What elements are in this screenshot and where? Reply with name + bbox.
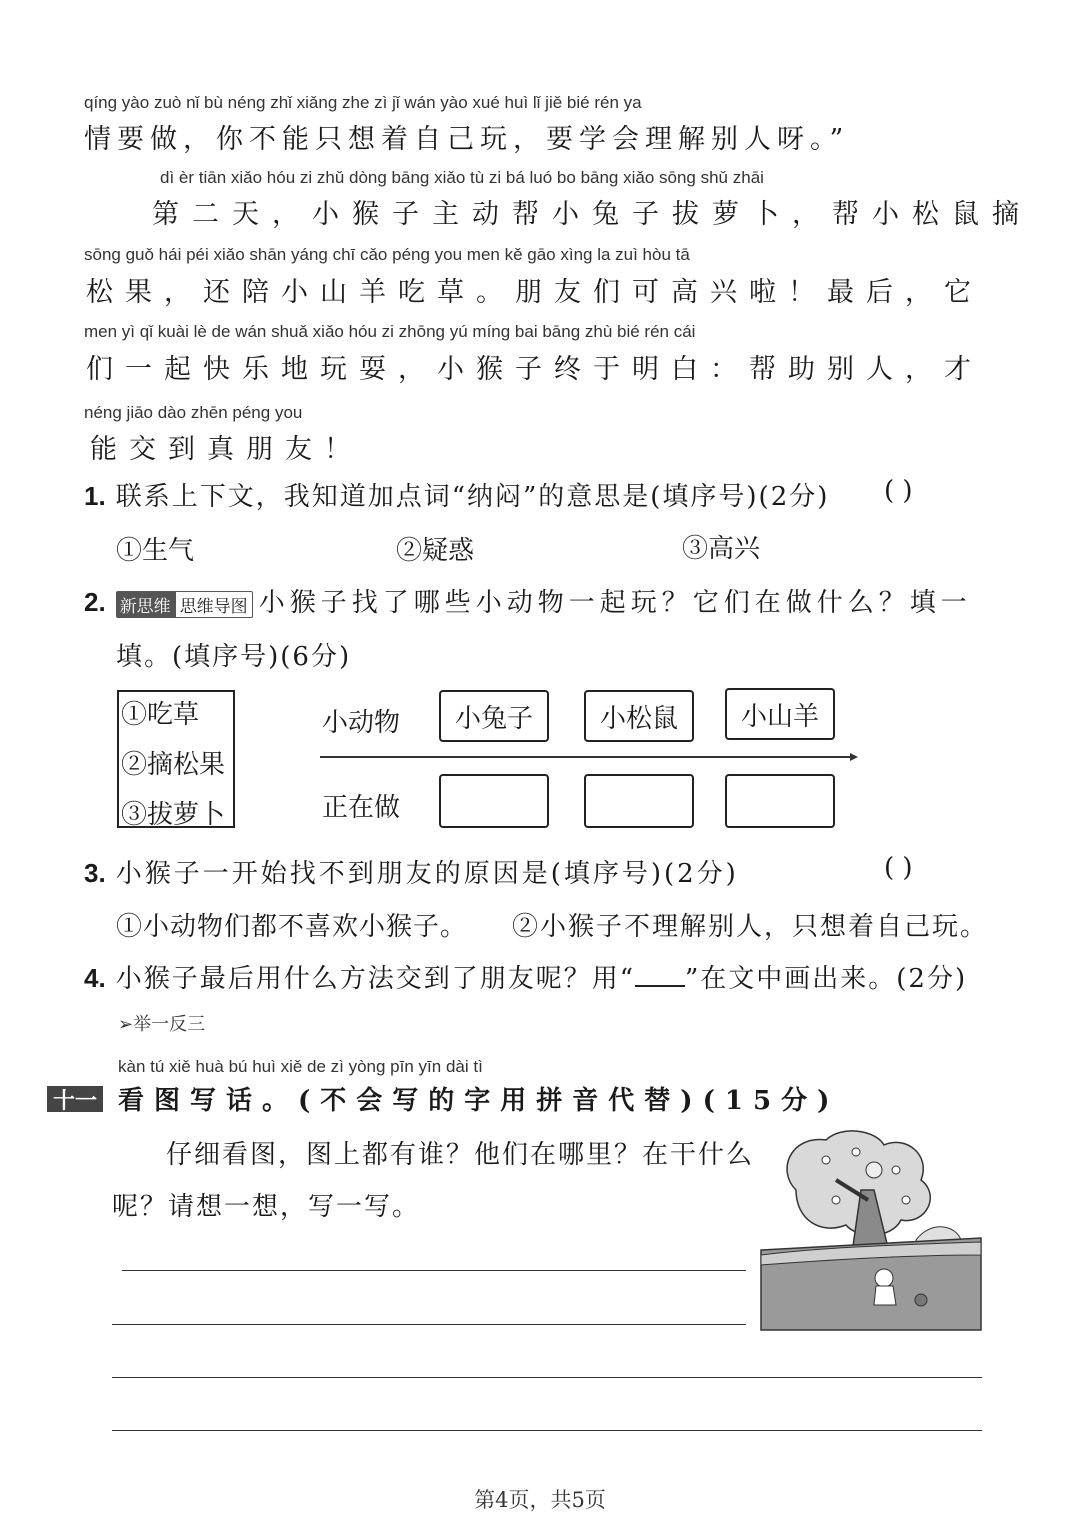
- question-1-option-1: ①生气: [116, 536, 195, 566]
- mind-map-badge: 思维导图: [175, 591, 253, 618]
- answer-box-2[interactable]: [584, 774, 694, 828]
- question-3-number: 3.: [84, 858, 106, 888]
- question-1-text: 联系上下文，我知道加点词“纳闷”的意思是(填序号)(2分): [115, 482, 830, 512]
- question-4-number: 4.: [84, 963, 106, 993]
- section-11-prompt-1: 仔细看图，图上都有谁？他们在哪里？在干什么: [166, 1140, 755, 1170]
- question-1-number: 1.: [84, 481, 106, 511]
- row-label-doing: 正在做: [322, 793, 401, 823]
- question-4-underline-sample: [635, 963, 685, 987]
- answer-box-3[interactable]: [725, 774, 835, 828]
- question-3: [84, 853, 739, 890]
- story-pinyin-5: néng jiāo dào zhēn péng you: [84, 403, 303, 422]
- story-pinyin-4: men yì qǐ kuài lè de wán shuǎ xiǎo hóu zi zhōng yú míng bai bāng zhù bié rén cái: [84, 322, 696, 341]
- story-text-4: 们一起快乐地玩耍，小猴子终于明白：帮助别人，才: [86, 354, 983, 385]
- question-1: [84, 476, 829, 513]
- section-11-tag: 十一: [47, 1086, 103, 1112]
- legend-item-3: ③拔萝卜: [121, 800, 226, 830]
- question-2: [84, 582, 972, 619]
- new-thinking-badge: 新思维: [116, 591, 175, 618]
- question-1-answer-blank[interactable]: ( ): [884, 476, 913, 506]
- row-label-animals: 小动物: [322, 708, 401, 738]
- story-text-1: 情要做，你不能只想着自己玩，要学会理解别人呀。”: [84, 124, 850, 155]
- question-1-option-3: ③高兴: [682, 534, 761, 564]
- extension-label: ➢举一反三: [118, 1014, 206, 1034]
- animal-box-2: 小松鼠: [584, 690, 694, 742]
- question-4-text-a: 小猴子最后用什么方法交到了朋友呢？用“: [115, 964, 635, 994]
- story-pinyin-1: qíng yào zuò nǐ bù néng zhǐ xiǎng zhe zì jǐ wán yào xué huì lǐ jiě bié rén ya: [84, 93, 642, 112]
- question-3-answer-blank[interactable]: ( ): [884, 853, 913, 883]
- story-pinyin-2: dì èr tiān xiǎo hóu zi zhǔ dòng bāng xiǎo tù zi bá luó bo bāng xiǎo sōng shǔ zhāi: [160, 168, 764, 187]
- story-pinyin-3: sōng guǒ hái péi xiǎo shān yáng chī cǎo péng you men kě gāo xìng la zuì hòu tā: [84, 245, 690, 264]
- legend-item-2: ②摘松果: [121, 750, 226, 780]
- story-text-2: 第二天，小猴子主动帮小兔子拔萝卜，帮小松鼠摘: [152, 199, 1032, 230]
- writing-line-4[interactable]: [112, 1430, 982, 1431]
- question-2-text: 小猴子找了哪些小动物一起玩？它们在做什么？填一: [258, 588, 972, 618]
- animal-box-1: 小兔子: [439, 690, 549, 742]
- story-text-5: 能交到真朋友！: [90, 434, 363, 465]
- answer-box-1[interactable]: [439, 774, 549, 828]
- writing-line-3[interactable]: [112, 1377, 982, 1378]
- page-number: 第4页，共5页: [474, 1488, 606, 1512]
- section-11-pinyin: kàn tú xiě huà bú huì xiě de zì yòng pīn yīn dài tì: [118, 1057, 483, 1076]
- animal-box-3: 小山羊: [725, 688, 835, 740]
- question-4: [84, 958, 967, 995]
- question-3-text: 小猴子一开始找不到朋友的原因是(填序号)(2分): [115, 859, 739, 889]
- story-text-3: 松果，还陪小山羊吃草。朋友们可高兴啦！最后，它: [86, 277, 983, 308]
- question-3-option-1: ①小动物们都不喜欢小猴子。: [116, 912, 468, 942]
- section-11-title: 看图写话。(不会写的字用拼音代替)(15分): [118, 1086, 840, 1116]
- question-2-number: 2.: [84, 587, 106, 617]
- question-3-option-2: ②小猴子不理解别人，只想着自己玩。: [512, 912, 989, 942]
- legend-item-1: ①吃草: [121, 700, 200, 730]
- question-2-text-cont: 填。(填序号)(6分): [116, 642, 352, 672]
- question-4-text-b: ”在文中画出来。(2分): [684, 964, 968, 994]
- section-11-prompt-2: 呢？请想一想，写一写。: [112, 1192, 421, 1222]
- question-2-legend: [117, 690, 235, 828]
- writing-line-2[interactable]: [112, 1324, 746, 1325]
- timeline-arrow: [320, 750, 860, 764]
- tree-squirrel-cat-picture: [756, 1130, 984, 1335]
- writing-line-1[interactable]: [122, 1270, 746, 1271]
- question-1-option-2: ②疑惑: [396, 536, 475, 566]
